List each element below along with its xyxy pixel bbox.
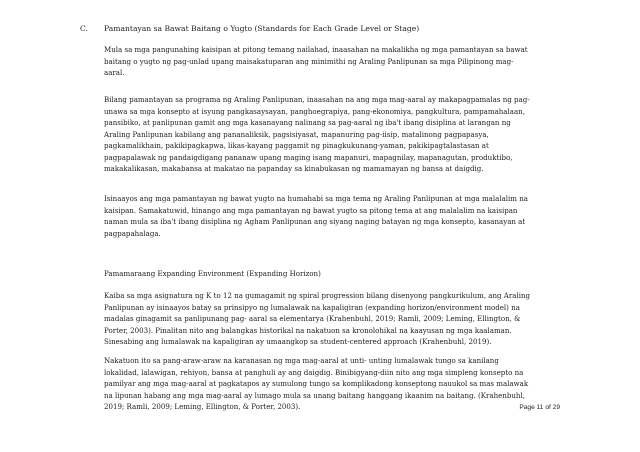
paragraph-line: Porter, 2003). Pinalitan nito ang balangkas historikal na nakatuon sa kronolohikal na kaayusan ng mga kaalaman. xyxy=(104,325,512,335)
page-label: Page xyxy=(519,404,535,411)
section-title: Pamantayan sa Bawat Baitang o Yugto (Standards for Each Grade Level or Stage) xyxy=(104,24,420,33)
paragraph-line: makakalikasan, makabansa at makatao na papanday sa kinabukasan ng mamamayan ng bansa at daigdig. xyxy=(104,164,484,173)
page-footer xyxy=(519,404,560,411)
paragraph-line: pansibiko, at panlipunan gamit ang mga kasanayang nalinang sa pag-aaral ng iba't ibang disiplina at larangan ng xyxy=(104,118,511,127)
paragraph-line: pamilyar ang mga mag-aaral at pagkatapos ay sumulong tungo sa komplikadong konseptong nauukol sa mas malawak xyxy=(104,379,529,388)
paragraph-line: madalas ginagamit sa panlipunang pag- aaral sa elementarya (Krahenbuhl, 2019; Ramli, 2009; Leming, Ellington, & xyxy=(104,314,521,323)
paragraph-line: Kaiba sa mga asignatura ng K to 12 na gumagamit ng spiral progression bilang disenyong pangkurikulum, ang Araling xyxy=(104,291,531,300)
paragraph-spiral xyxy=(104,290,556,348)
paragraph-line: Bilang pamantayan sa programa ng Araling Panlipunan, inaasahan na ang mga mag-aaral ay makapagpamalas ng pag- xyxy=(104,95,530,104)
paragraph-line: Sinesabing ang lumalawak na kapaligiran ay umaangkop sa student-centered approach (Krahenbuhl, 2019). xyxy=(104,337,492,346)
paragraph-line: Mula sa mga pangunahing kaisipan at pitong temang nailahad, inaasahan na makalikha ng mga pamantayan sa bawat xyxy=(104,45,528,54)
paragraph-line: Nakatuon ito sa pang-araw-araw na karanasan ng mga mag-aaral at unti- unting lumalawak tungo sa kanilang xyxy=(104,356,499,365)
paragraph-line: aaral. xyxy=(104,68,125,77)
paragraph-experience xyxy=(104,355,556,413)
paragraph-intro xyxy=(104,44,556,79)
paragraph-line: 2019; Ramli, 2009; Leming, Ellington, & Porter, 2003). xyxy=(104,402,301,411)
paragraph-line: Panlipunan ay isinaayos batay sa prinsipyo ng lumalawak na kapaligiran (expanding horizon/environment model) na xyxy=(104,302,520,312)
paragraph-line: baitang o yugto ng pag-unlad upang maisakatuparan ang minimithi ng Araling Panlipunan sa mga Pilipinong mag- xyxy=(104,56,514,66)
paragraph-line: pagpapahalaga. xyxy=(104,228,161,238)
paragraph-line: unawa sa mga konsepto at isyung pangkasaysayan, panghoegrapiya, pang-ekonomiya, pangkultura, pampamahalaan, xyxy=(104,106,525,116)
subheading: Pamamaraang Expanding Environment (Expanding Horizon) xyxy=(104,269,321,278)
paragraph-line: naman mula sa iba't ibang disiplina ng Agham Panlipunan ang siyang naging batayan ng mga konsepto, kasanayan at xyxy=(104,217,526,226)
section-letter: C. xyxy=(80,24,88,33)
paragraph-line: lokalidad, lalawigan, rehiyon, bansa at panghuli ay ang daigdig. Binibigyang-diin nito ang mga simpleng konsepto na xyxy=(104,367,524,377)
paragraph-themes xyxy=(104,193,556,239)
paragraph-line: Araling Panlipunan kabilang ang pananaliksik, pagsisiyasat, mapanuring pag-iisip, matalinong pagpapasya, xyxy=(104,129,489,139)
paragraph-line: pagkamalikhain, pakikipagkapwa, likas-kayang paggamit ng pinagkukunang-yaman, pakikipagtalastasan at xyxy=(104,141,489,150)
page-number: 11 xyxy=(536,404,544,411)
paragraph-line: Isinaayos ang mga pamantayan ng bawat yugto na humahabi sa mga tema ng Araling Panlipunan at mga malalalim na xyxy=(104,194,528,203)
paragraph-line: na lipunan habang ang mga mag-aaral ay lumago mula sa unang baitang hanggang ikaanim na baitang. (Krahenbuhl, xyxy=(104,390,525,400)
paragraph-line: kaisipan. Samakatuwid, hinango ang mga pamantayan ng bawat yugto sa pitong tema at ang malalalim na kaisipan xyxy=(104,205,518,215)
of-label: of xyxy=(545,404,551,411)
paragraph-line: pagpapalawak ng pandaigdigang pananaw upang maging isang mapanuri, mapagnilay, mapanagutan, produktibo, xyxy=(104,152,513,162)
paragraph-standards xyxy=(104,94,556,175)
total-pages: 29 xyxy=(552,404,560,411)
